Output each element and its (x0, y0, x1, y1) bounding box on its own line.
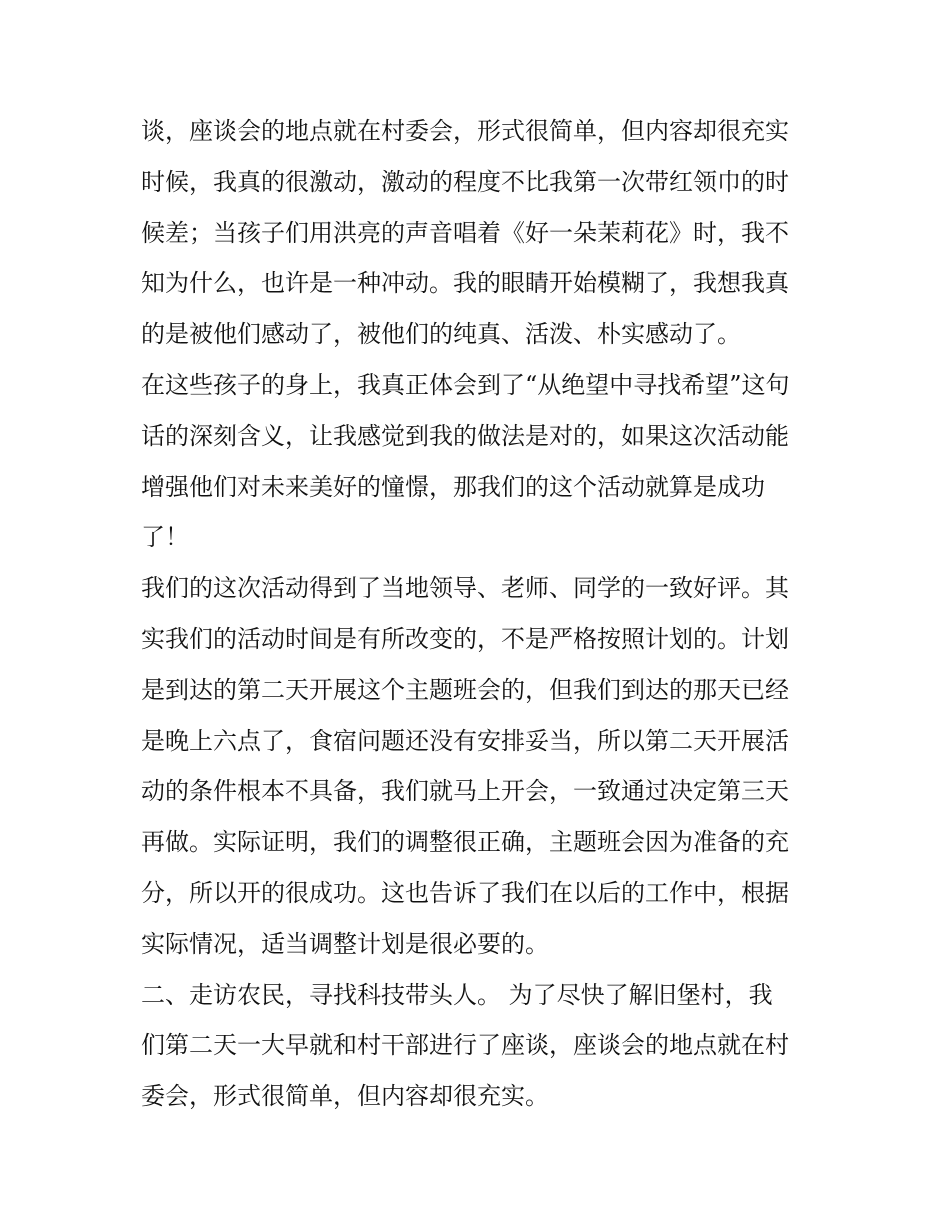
text-line-16: 分，所以开的很成功。这也告诉了我们在以后的工作中，根据 (141, 878, 789, 907)
text-line-5: 的是被他们感动了，被他们的纯真、活泼、朴实感动了。 (141, 320, 741, 349)
text-line-8: 增强他们对未来美好的憧憬，那我们的这个活动就算是成功 (141, 472, 765, 501)
text-line-3: 候差；当孩子们用洪亮的声音唱着《好一朵茉莉花》时，我不 (141, 218, 789, 247)
text-line-9: 了！ (141, 523, 189, 552)
text-line-10: 我们的这次活动得到了当地领导、老师、同学的一致好评。其 (141, 574, 789, 603)
text-line-11: 实我们的活动时间是有所改变的，不是严格按照计划的。计划 (141, 624, 789, 653)
text-line-20: 委会，形式很简单，但内容却很充实。 (141, 1082, 549, 1111)
document-body (141, 106, 821, 1122)
text-line-19: 们第二天一大早就和村干部进行了座谈，座谈会的地点就在村 (141, 1031, 789, 1060)
text-line-15: 再做。实际证明，我们的调整很正确，主题班会因为准备的充 (141, 828, 789, 857)
text-line-14: 动的条件根本不具备，我们就马上开会，一致通过决定第三天 (141, 777, 789, 806)
text-line-18: 二、走访农民，寻找科技带头人。 为了尽快了解旧堡村，我 (141, 980, 773, 1009)
text-line-1: 谈，座谈会的地点就在村委会，形式很简单，但内容却很充实 (141, 117, 789, 145)
text-line-12: 是到达的第二天开展这个主题班会的，但我们到达的那天已经 (141, 675, 789, 704)
text-line-2: 时候，我真的很激动，激动的程度不比我第一次带红领巾的时 (141, 167, 789, 196)
text-line-6: 在这些孩子的身上，我真正体会到了“从绝望中寻找希望”这句 (141, 370, 790, 399)
text-line-7: 话的深刻含义，让我感觉到我的做法是对的，如果这次活动能 (141, 421, 789, 450)
text-line-4: 知为什么，也许是一种冲动。我的眼睛开始模糊了，我想我真 (141, 269, 789, 298)
text-line-13: 是晚上六点了，食宿问题还没有安排妥当，所以第二天开展活 (141, 726, 789, 755)
text-line-17: 实际情况，适当调整计划是很必要的。 (141, 929, 549, 958)
